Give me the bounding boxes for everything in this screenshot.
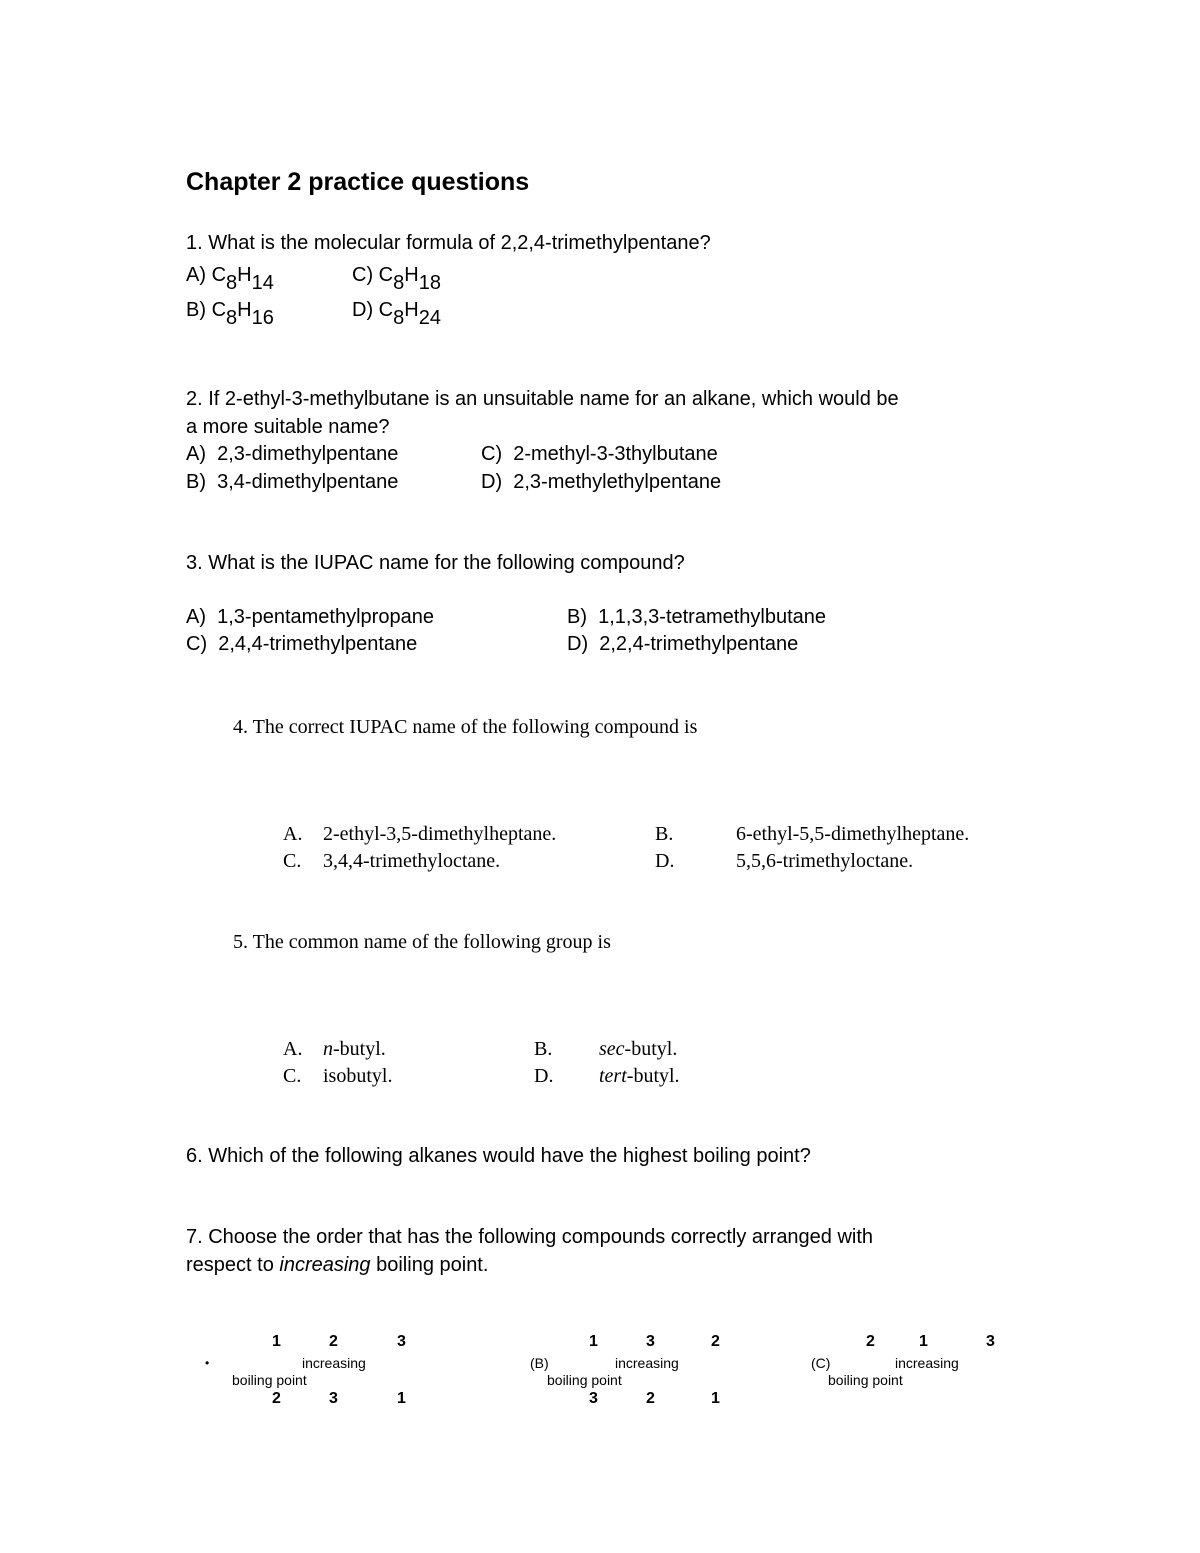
q3-option-d: D) 2,2,4-trimethylpentane [567, 633, 799, 655]
q1-option-b: B) C8H16 [186, 299, 274, 329]
q4-option-d-text: 5,5,6-trimethyloctane. [736, 850, 914, 872]
q5-option-b-text: sec-butyl. [599, 1038, 678, 1060]
q7a-bottom-3: 1 [397, 1390, 406, 1407]
q4-option-b-label: B. [655, 823, 674, 845]
q5-option-a-label: A. [283, 1038, 303, 1060]
q7b-top-2: 3 [646, 1333, 655, 1350]
question-7-stem-line2: respect to increasing boiling point. [186, 1254, 489, 1276]
q7b-bottom-2: 2 [646, 1390, 655, 1407]
q2-option-a: A) 2,3-dimethylpentane [186, 443, 399, 465]
question-2-stem-line2: a more suitable name? [186, 416, 390, 438]
q7b-bottom-1: 3 [589, 1390, 598, 1407]
q2-option-d: D) 2,3-methylethylpentane [481, 471, 722, 493]
q1-option-d: D) C8H24 [352, 299, 441, 329]
q7a-bottom-2: 3 [329, 1390, 338, 1407]
q7b-increasing: increasing [615, 1355, 679, 1371]
q7a-increasing: increasing [302, 1355, 366, 1371]
q7c-label: (C) [811, 1355, 831, 1371]
q7c-increasing: increasing [895, 1355, 959, 1371]
q7b-top-1: 1 [589, 1333, 598, 1350]
q7a-boiling-point: boiling point [232, 1372, 307, 1388]
q4-option-a-label: A. [283, 823, 303, 845]
question-5-stem: 5. The common name of the following group is [233, 931, 611, 953]
question-1-stem: 1. What is the molecular formula of 2,2,4-trimethylpentane? [186, 232, 711, 254]
q3-option-c: C) 2,4,4-trimethylpentane [186, 633, 418, 655]
q7a-bullet: • [205, 1356, 210, 1370]
q5-option-c-text: isobutyl. [323, 1065, 393, 1087]
q3-option-b: B) 1,1,3,3-tetramethylbutane [567, 606, 827, 628]
q4-option-c-text: 3,4,4-trimethyloctane. [323, 850, 501, 872]
q7b-label: (B) [530, 1355, 549, 1371]
q7a-bottom-1: 2 [272, 1390, 281, 1407]
q7b-bottom-3: 1 [711, 1390, 720, 1407]
q7c-boiling-point: boiling point [828, 1372, 903, 1388]
q7b-top-3: 2 [711, 1333, 720, 1350]
question-3-stem: 3. What is the IUPAC name for the following compound? [186, 552, 685, 574]
q4-option-b-text: 6-ethyl-5,5-dimethylheptane. [736, 823, 970, 845]
q3-option-a: A) 1,3-pentamethylpropane [186, 606, 434, 628]
q7c-top-1: 2 [866, 1333, 875, 1350]
q7a-top-2: 2 [329, 1333, 338, 1350]
q7c-top-3: 3 [986, 1333, 995, 1350]
question-4-stem: 4. The correct IUPAC name of the following compound is [233, 716, 698, 738]
q2-option-b: B) 3,4-dimethylpentane [186, 471, 399, 493]
question-6-stem: 6. Which of the following alkanes would have the highest boiling point? [186, 1145, 811, 1167]
q4-option-c-label: C. [283, 850, 302, 872]
page-title: Chapter 2 practice questions [186, 168, 530, 196]
q1-option-a: A) C8H14 [186, 264, 274, 294]
q2-option-c: C) 2-methyl-3-3thylbutane [481, 443, 718, 465]
question-2-stem-line1: 2. If 2-ethyl-3-methylbutane is an unsuitable name for an alkane, which would be [186, 388, 899, 410]
q7b-boiling-point: boiling point [547, 1372, 622, 1388]
q5-option-c-label: C. [283, 1065, 302, 1087]
q5-option-a-text: n-butyl. [323, 1038, 386, 1060]
q7a-top-1: 1 [272, 1333, 281, 1350]
q4-option-d-label: D. [655, 850, 675, 872]
q1-option-c: C) C8H18 [352, 264, 441, 294]
question-7-stem-line1: 7. Choose the order that has the following compounds correctly arranged with [186, 1226, 874, 1248]
q7a-top-3: 3 [397, 1333, 406, 1350]
q7c-top-2: 1 [919, 1333, 928, 1350]
q4-option-a-text: 2-ethyl-3,5-dimethylheptane. [323, 823, 557, 845]
q5-option-b-label: B. [534, 1038, 553, 1060]
q5-option-d-text: tert-butyl. [599, 1065, 680, 1087]
q5-option-d-label: D. [534, 1065, 554, 1087]
